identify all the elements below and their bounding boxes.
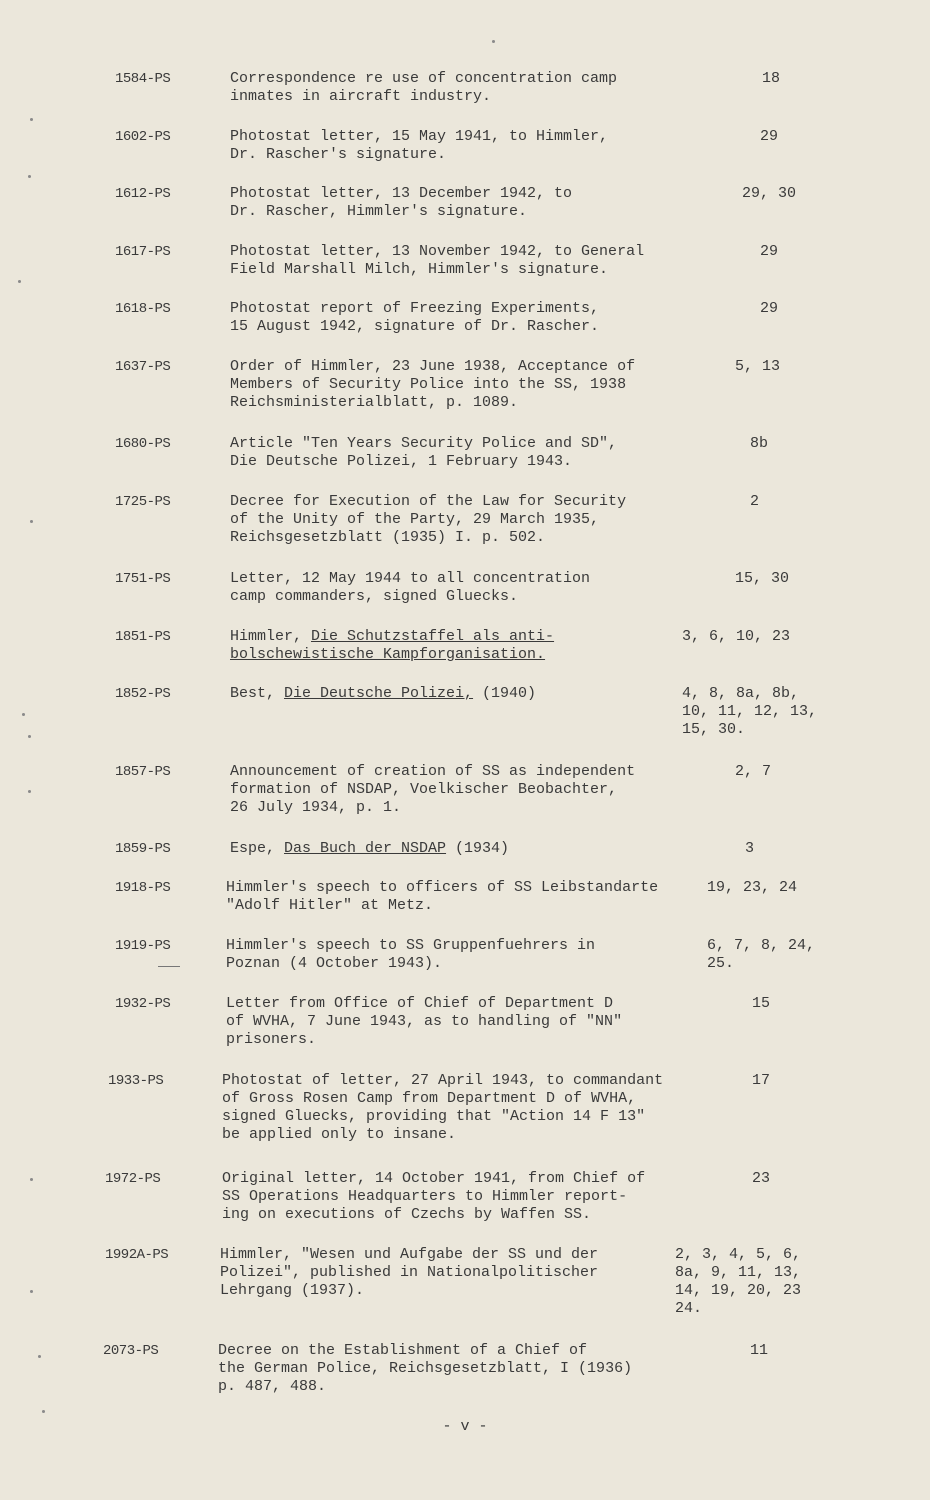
description-line: 26 July 1934, p. 1. bbox=[230, 799, 402, 816]
document-description bbox=[230, 493, 700, 547]
document-id: 2073-PS bbox=[103, 1343, 159, 1359]
page-references bbox=[735, 570, 915, 588]
description-line: Die Deutsche Polizei, 1 February 1943. bbox=[230, 453, 573, 470]
scan-speck bbox=[28, 790, 31, 793]
description-line: Order of Himmler, 23 June 1938, Acceptance of bbox=[230, 358, 636, 375]
document-id: 1919-PS bbox=[115, 938, 171, 954]
page-reference-line: 3 bbox=[745, 840, 755, 857]
description-line: Poznan (4 October 1943). bbox=[226, 955, 443, 972]
description-line: inmates in aircraft industry. bbox=[230, 88, 492, 105]
page-reference-line: 15, 30. bbox=[682, 721, 746, 738]
description-line: Polizei", published in Nationalpolitischer bbox=[220, 1264, 599, 1281]
description-line: camp commanders, signed Gluecks. bbox=[230, 588, 519, 605]
description-line: Dr. Rascher's signature. bbox=[230, 146, 447, 163]
page-references bbox=[745, 840, 925, 858]
document-id: 1972-PS bbox=[105, 1171, 161, 1187]
description-line: Himmler, Die Schutzstaffel als anti- bbox=[230, 628, 555, 645]
page-reference-line: 15 bbox=[752, 995, 771, 1012]
description-line: Photostat letter, 15 May 1941, to Himmler, bbox=[230, 128, 609, 145]
description-line: Photostat of letter, 27 April 1943, to commandant bbox=[222, 1072, 664, 1089]
scan-speck bbox=[30, 118, 33, 121]
page-reference-line: 2, 7 bbox=[735, 763, 772, 780]
description-line: Decree on the Establishment of a Chief of bbox=[218, 1342, 588, 1359]
document-description bbox=[230, 128, 700, 164]
page-references bbox=[750, 1342, 930, 1360]
page-number: - v - bbox=[442, 1418, 488, 1435]
document-description bbox=[230, 763, 700, 817]
description-line: SS Operations Headquarters to Himmler report- bbox=[222, 1188, 628, 1205]
page-references bbox=[752, 995, 930, 1013]
description-line: Himmler's speech to SS Gruppenfuehrers in bbox=[226, 937, 596, 954]
description-line: of WVHA, 7 June 1943, as to handling of "NN" bbox=[226, 1013, 623, 1030]
description-line: Members of Security Police into the SS, 1938 bbox=[230, 376, 627, 393]
page-reference-line: 23 bbox=[752, 1170, 771, 1187]
description-line: Article "Ten Years Security Police and SD", bbox=[230, 435, 618, 452]
document-id: 1857-PS bbox=[115, 764, 171, 780]
page-reference-line: 18 bbox=[762, 70, 781, 87]
description-line: Photostat letter, 13 December 1942, to bbox=[230, 185, 573, 202]
document-description bbox=[230, 628, 700, 664]
description-line: Letter from Office of Chief of Department D bbox=[226, 995, 614, 1012]
page-reference-line: 4, 8, 8a, 8b, bbox=[682, 685, 800, 702]
page-reference-line: 14, 19, 20, 23 bbox=[675, 1282, 802, 1299]
scan-speck bbox=[38, 1355, 41, 1358]
document-description bbox=[226, 879, 696, 915]
page-references bbox=[750, 435, 930, 453]
document-id: 1618-PS bbox=[115, 301, 171, 317]
document-id: 1617-PS bbox=[115, 244, 171, 260]
document-description bbox=[226, 995, 696, 1049]
document-id: 1680-PS bbox=[115, 436, 171, 452]
page-references bbox=[735, 763, 915, 781]
page-references bbox=[760, 243, 930, 261]
document-id: 1918-PS bbox=[115, 880, 171, 896]
document-id: 1637-PS bbox=[115, 359, 171, 375]
description-line: 15 August 1942, signature of Dr. Rascher. bbox=[230, 318, 600, 335]
document-description bbox=[230, 300, 700, 336]
scan-speck bbox=[30, 520, 33, 523]
page-reference-line: 29 bbox=[760, 243, 779, 260]
page-reference-line: 2, 3, 4, 5, 6, bbox=[675, 1246, 802, 1263]
document-description bbox=[230, 685, 700, 703]
document-description bbox=[220, 1246, 690, 1300]
document-id: 1859-PS bbox=[115, 841, 171, 857]
document-id: 1725-PS bbox=[115, 494, 171, 510]
document-description bbox=[230, 435, 700, 471]
scan-speck bbox=[22, 713, 25, 716]
document-id: 1992A-PS bbox=[105, 1247, 169, 1263]
description-line: Espe, Das Buch der NSDAP (1934) bbox=[230, 840, 510, 857]
page-reference-line: 25. bbox=[707, 955, 735, 972]
margin-dash bbox=[158, 966, 180, 967]
document-description bbox=[222, 1072, 692, 1144]
document-id: 1933-PS bbox=[108, 1073, 164, 1089]
page-reference-line: 3, 6, 10, 23 bbox=[682, 628, 791, 645]
page-reference-line: 10, 11, 12, 13, bbox=[682, 703, 818, 720]
page-references bbox=[682, 628, 862, 646]
document-description bbox=[218, 1342, 688, 1396]
description-line: Decree for Execution of the Law for Security bbox=[230, 493, 627, 510]
description-line: "Adolf Hitler" at Metz. bbox=[226, 897, 434, 914]
document-description bbox=[230, 243, 700, 279]
document-description bbox=[226, 937, 696, 973]
page-reference-line: 17 bbox=[752, 1072, 771, 1089]
description-line: Letter, 12 May 1944 to all concentration bbox=[230, 570, 591, 587]
description-line: of Gross Rosen Camp from Department D of WVHA, bbox=[222, 1090, 637, 1107]
page-references bbox=[752, 1072, 930, 1090]
page-reference-line: 29 bbox=[760, 128, 779, 145]
page-references bbox=[760, 128, 930, 146]
document-description bbox=[230, 358, 700, 412]
page-references bbox=[742, 185, 922, 203]
description-line: prisoners. bbox=[226, 1031, 317, 1048]
description-line: of the Unity of the Party, 29 March 1935, bbox=[230, 511, 600, 528]
page-references bbox=[675, 1246, 855, 1318]
document-id: 1851-PS bbox=[115, 629, 171, 645]
page-references bbox=[682, 685, 862, 739]
scan-speck bbox=[28, 735, 31, 738]
document-id: 1584-PS bbox=[115, 71, 171, 87]
document-id: 1751-PS bbox=[115, 571, 171, 587]
document-description bbox=[230, 570, 700, 606]
page-references bbox=[735, 358, 915, 376]
page-reference-line: 6, 7, 8, 24, bbox=[707, 937, 816, 954]
document-description bbox=[222, 1170, 692, 1224]
description-line: Photostat letter, 13 November 1942, to General bbox=[230, 243, 645, 260]
page-reference-line: 5, 13 bbox=[735, 358, 781, 375]
description-line: formation of NSDAP, Voelkischer Beobachter, bbox=[230, 781, 618, 798]
description-line: signed Gluecks, providing that "Action 14 F 13" bbox=[222, 1108, 646, 1125]
description-line: Correspondence re use of concentration camp bbox=[230, 70, 618, 87]
page-reference-line: 19, 23, 24 bbox=[707, 879, 798, 896]
description-line: the German Police, Reichsgesetzblatt, I (1936) bbox=[218, 1360, 633, 1377]
page-reference-line: 29 bbox=[760, 300, 779, 317]
description-line: Lehrgang (1937). bbox=[220, 1282, 365, 1299]
page-references bbox=[707, 879, 887, 897]
page-reference-line: 29, 30 bbox=[742, 185, 797, 202]
page-references bbox=[760, 300, 930, 318]
description-line: Best, Die Deutsche Polizei, (1940) bbox=[230, 685, 537, 702]
document-description bbox=[230, 840, 700, 858]
page-reference-line: 11 bbox=[750, 1342, 769, 1359]
scan-speck bbox=[28, 175, 31, 178]
page-references bbox=[752, 1170, 930, 1188]
page-reference-line: 2 bbox=[750, 493, 760, 510]
page-references bbox=[762, 70, 930, 88]
description-line: be applied only to insane. bbox=[222, 1126, 457, 1143]
scan-speck bbox=[492, 40, 495, 43]
scan-speck bbox=[18, 280, 21, 283]
document-description bbox=[230, 70, 700, 106]
scan-speck bbox=[30, 1290, 33, 1293]
description-line: p. 487, 488. bbox=[218, 1378, 327, 1395]
page-reference-line: 24. bbox=[675, 1300, 703, 1317]
description-line: ing on executions of Czechs by Waffen SS. bbox=[222, 1206, 592, 1223]
scan-speck bbox=[42, 1410, 45, 1413]
document-id: 1932-PS bbox=[115, 996, 171, 1012]
description-line: bolschewistische Kampforganisation. bbox=[230, 646, 546, 663]
description-line: Reichsgesetzblatt (1935) I. p. 502. bbox=[230, 529, 546, 546]
description-line: Photostat report of Freezing Experiments, bbox=[230, 300, 600, 317]
document-description bbox=[230, 185, 700, 221]
description-line: Field Marshall Milch, Himmler's signature. bbox=[230, 261, 609, 278]
description-line: Announcement of creation of SS as independent bbox=[230, 763, 636, 780]
page-reference-line: 8b bbox=[750, 435, 769, 452]
description-line: Himmler's speech to officers of SS Leibstandarte bbox=[226, 879, 659, 896]
scan-speck bbox=[30, 1178, 33, 1181]
document-id: 1612-PS bbox=[115, 186, 171, 202]
description-line: Himmler, "Wesen und Aufgabe der SS und der bbox=[220, 1246, 599, 1263]
page-references bbox=[750, 493, 930, 511]
description-line: Reichsministerialblatt, p. 1089. bbox=[230, 394, 519, 411]
page-reference-line: 8a, 9, 11, 13, bbox=[675, 1264, 802, 1281]
page-references bbox=[707, 937, 887, 973]
document-id: 1852-PS bbox=[115, 686, 171, 702]
page-reference-line: 15, 30 bbox=[735, 570, 790, 587]
document-id: 1602-PS bbox=[115, 129, 171, 145]
description-line: Original letter, 14 October 1941, from Chief of bbox=[222, 1170, 646, 1187]
description-line: Dr. Rascher, Himmler's signature. bbox=[230, 203, 528, 220]
